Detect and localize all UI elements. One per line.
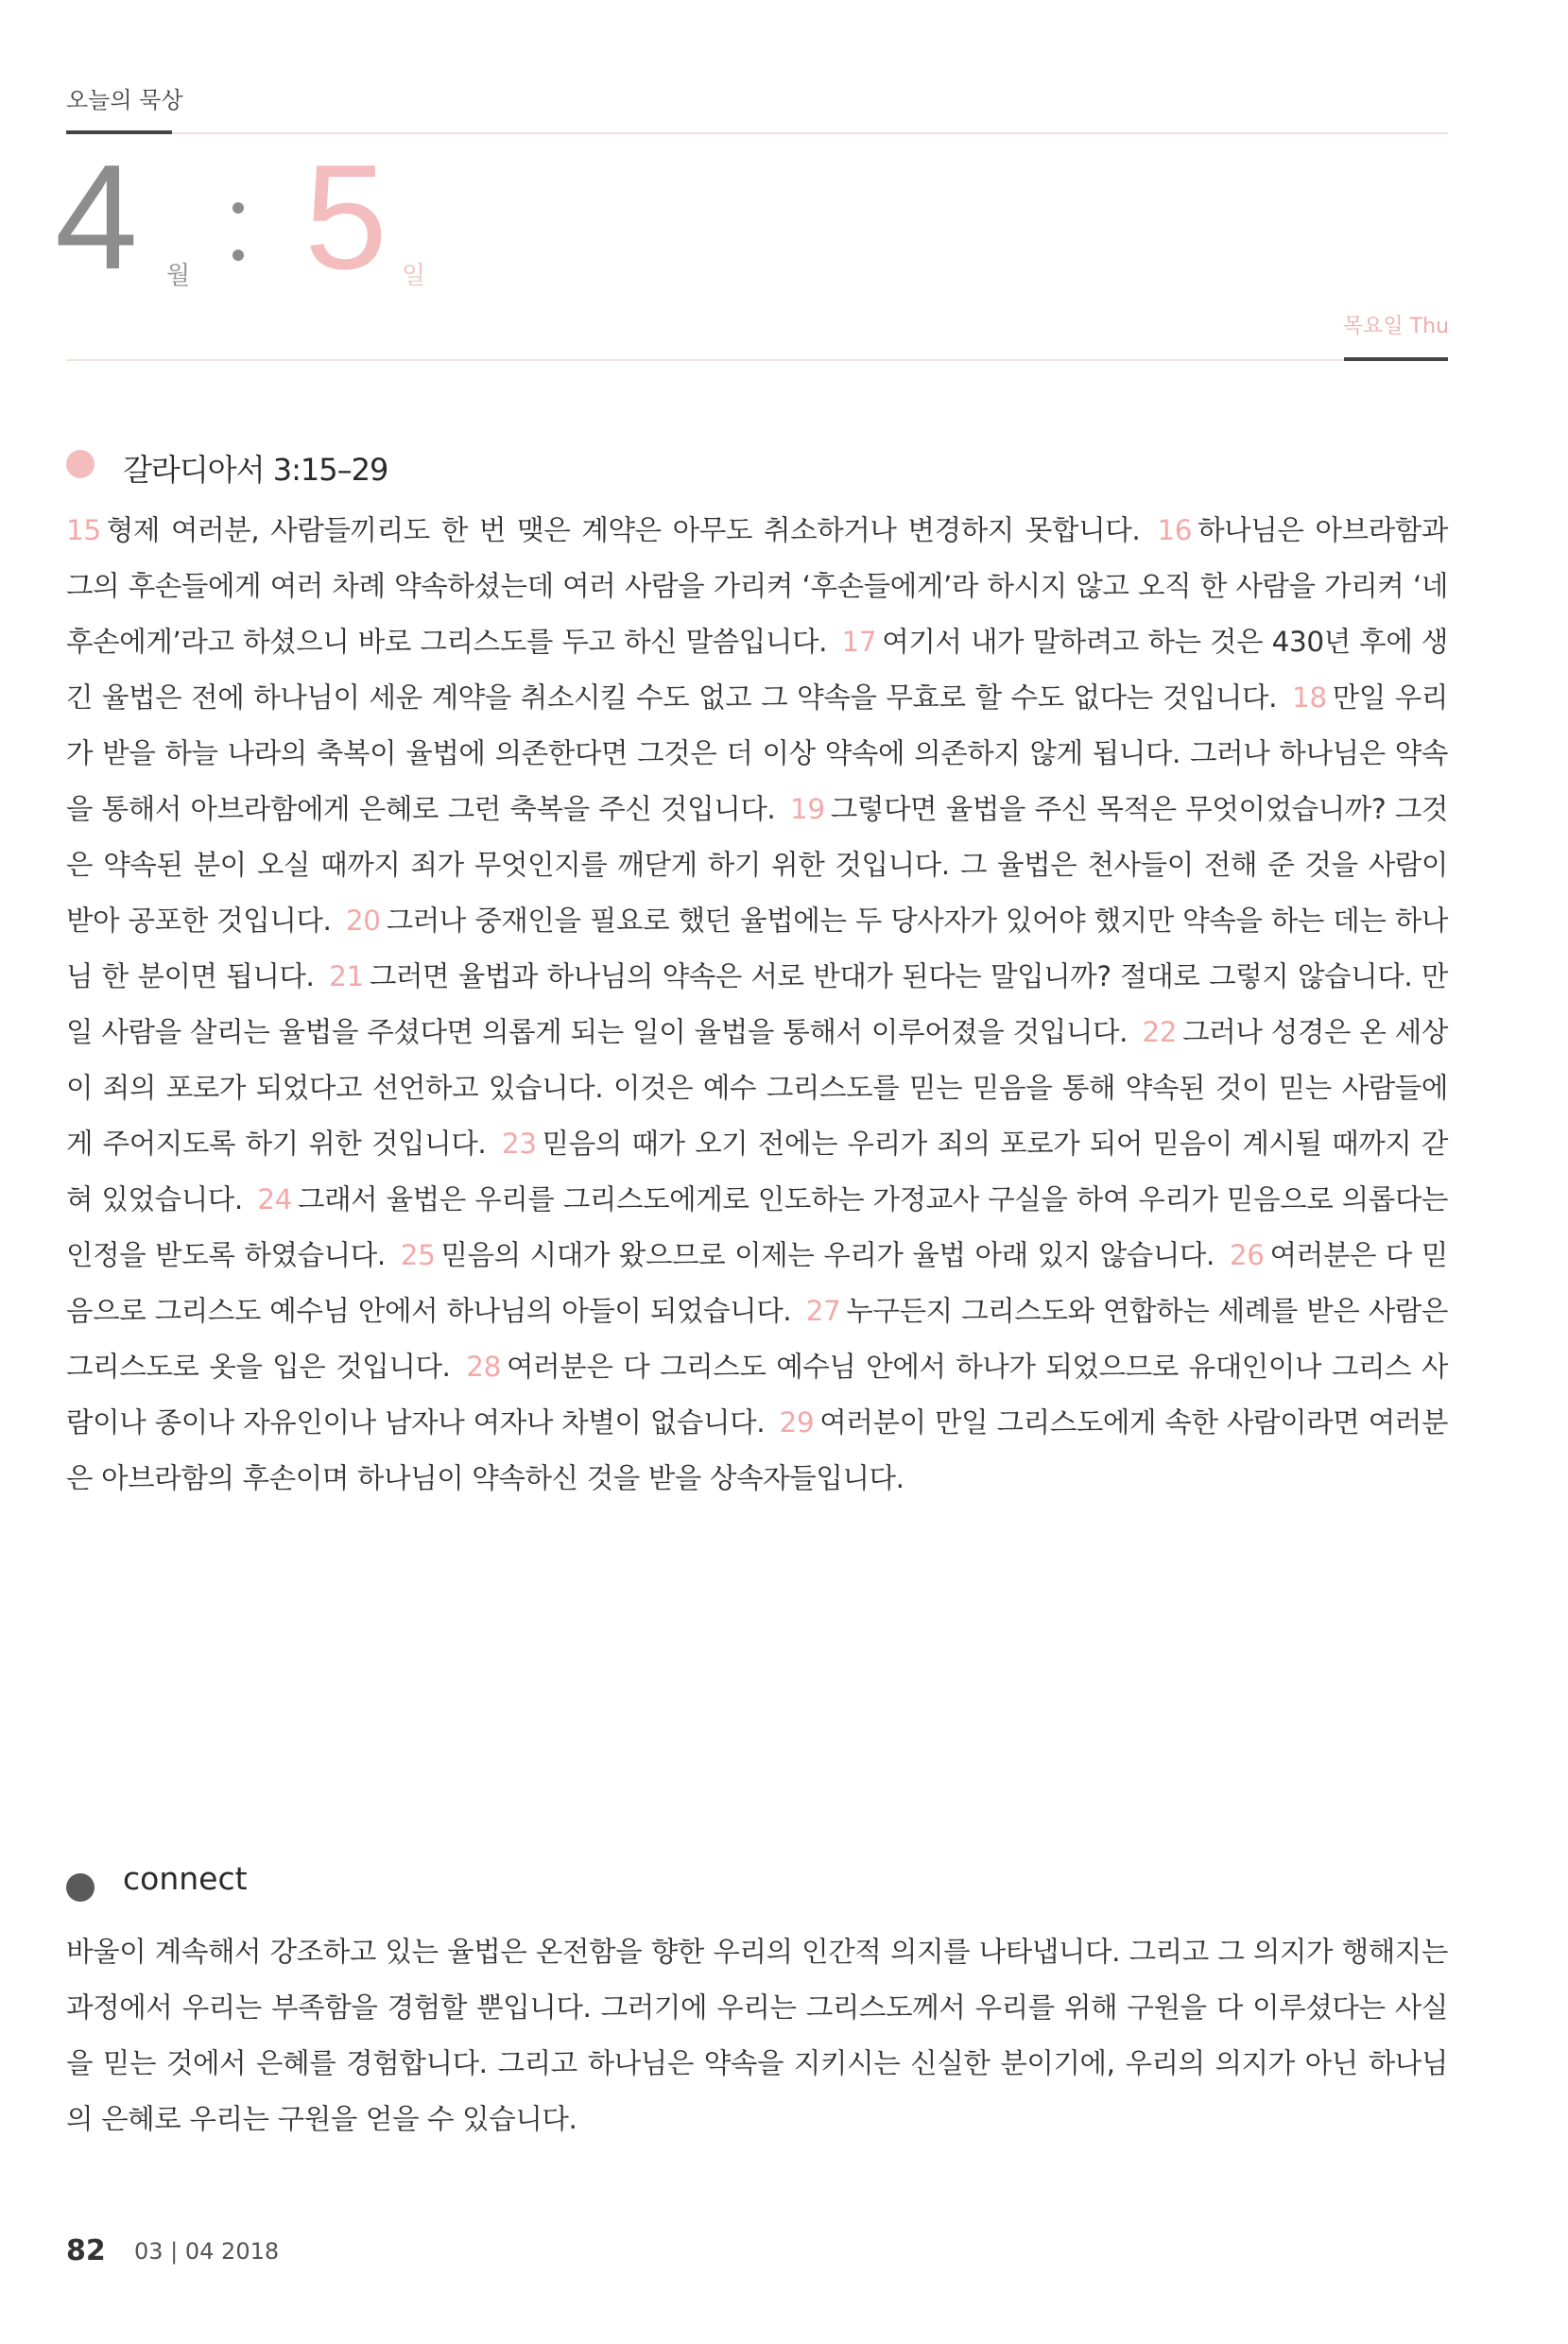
verse-number: 20	[345, 905, 381, 937]
month-unit: 월	[166, 262, 191, 290]
weekday-label: 목요일 Thu	[1342, 315, 1449, 338]
verse-number: 26	[1229, 1239, 1265, 1271]
scripture-body	[66, 503, 1448, 1507]
date-colon	[233, 202, 244, 265]
verse-text: 누구든지 그리스도와 연합하는 세례를 받은 사람은 그리스도로 옷을 입은 것입니다.	[66, 1295, 1448, 1383]
verse-text: 믿음의 때가 오기 전에는 우리가 죄의 포로가 되어 믿음이 계시될 때까지 갇혀 있었습니다.	[66, 1128, 1448, 1215]
scripture-bullet-icon	[66, 450, 95, 478]
verse-text: 여러분은 다 그리스도 예수님 안에서 하나가 되었으므로 유대인이나 그리스 사람이나 종이나 자유인이나 남자나 여자나 차별이 없습니다.	[66, 1351, 1448, 1439]
connect-bullet-icon	[66, 1873, 95, 1902]
verse-number: 22	[1142, 1016, 1178, 1048]
verse-text: 여러분은 다 믿음으로 그리스도 예수님 안에서 하나님의 아들이 되었습니다.	[66, 1239, 1449, 1327]
page-number: 82	[66, 2234, 106, 2267]
verse-number: 21	[329, 960, 364, 992]
verse-number: 24	[257, 1183, 292, 1215]
verse-number: 17	[841, 626, 877, 658]
verse-number: 28	[466, 1351, 502, 1383]
weekday-underline	[1344, 357, 1448, 361]
verse-text: 그래서 율법은 우리를 그리스도에게로 인도하는 가정교사 구실을 하여 우리가 믿음으로 의롭다는 인정을 받도록 하였습니다.	[66, 1183, 1449, 1271]
issue-date: 03 | 04 2018	[134, 2238, 280, 2265]
verse-text: 그러나 성경은 온 세상이 죄의 포로가 되었다고 선언하고 있습니다. 이것은 예수 그리스도를 믿는 믿음을 통해 약속된 것이 믿는 사람들에게 주어지도록 하기 위한 것입니다.	[66, 1016, 1448, 1160]
day-unit: 일	[402, 262, 426, 290]
month-number: 4	[55, 134, 138, 301]
connect-body: 바울이 계속해서 강조하고 있는 율법은 온전함을 향한 우리의 인간적 의지를 나타냅니다. 그리고 그 의지가 행해지는 과정에서 우리는 부족함을 경험할 뿐입니다. 그러기에 우리는 그리스도께서 우리를 위해 구원을 다 이루셨다는 사실을 믿는 것에서 은혜를 경험합니다. 그리고 하나님은 약속을 지키시는 신실한 분이기에, 우리의 의지가 아닌 하나님의 은혜로 우리는 구원을 얻을 수 있습니다.	[66, 1936, 1448, 2135]
verse-text: 그러나 중재인을 필요로 했던 율법에는 두 당사자가 있어야 했지만 약속을 하는 데는 하나님 한 분이면 됩니다.	[66, 905, 1449, 992]
day-number: 5	[304, 134, 388, 301]
verse-number: 25	[400, 1239, 436, 1271]
verse-number: 23	[501, 1128, 537, 1160]
date-divider	[66, 359, 1344, 361]
verse-text: 그러면 율법과 하나님의 약속은 서로 반대가 된다는 말입니까? 절대로 그렇지 않습니다. 만일 사람을 살리는 율법을 주셨다면 의롭게 되는 일이 율법을 통해서 이루어졌을 것입니다.	[66, 960, 1449, 1048]
verse-text: 여기서 내가 말하려고 하는 것은 430년 후에 생긴 율법은 전에 하나님이 세운 계약을 취소시킬 수도 없고 그 약속을 무효로 할 수도 없다는 것입니다.	[66, 626, 1448, 714]
section-label: 오늘의 묵상	[66, 87, 183, 113]
verse-number: 29	[779, 1406, 815, 1439]
verse-number: 19	[790, 793, 825, 825]
verse-number: 15	[66, 514, 101, 546]
verse-number: 18	[1291, 681, 1327, 714]
verse-text: 하나님은 아브라함과 그의 후손들에게 여러 차례 약속하셨는데 여러 사람을 가리켜 ‘후손들에게’라 하시지 않고 오직 한 사람을 가리켜 ‘네 후손에게’라고 하셨으니 바로 그리스도를 두고 하신 말씀입니다.	[66, 514, 1448, 658]
verse-text: 만일 우리가 받을 하늘 나라의 축복이 율법에 의존한다면 그것은 더 이상 약속에 의존하지 않게 됩니다. 그러나 하나님은 약속을 통해서 아브라함에게 은혜로 그런 축복을 주신 것입니다.	[66, 681, 1449, 825]
verse-text: 형제 여러분, 사람들끼리도 한 번 맺은 계약은 아무도 취소하거나 변경하지 못합니다.	[106, 514, 1141, 546]
verse-text: 여러분이 만일 그리스도에게 속한 사람이라면 여러분은 아브라함의 후손이며 하나님이 약속하신 것을 받을 상속자들입니다.	[66, 1406, 1448, 1494]
verse-text: 믿음의 시대가 왔으므로 이제는 우리가 율법 아래 있지 않습니다.	[440, 1239, 1215, 1271]
connect-heading: connect	[123, 1860, 248, 1897]
verse-text: 그렇다면 율법을 주신 목적은 무엇이었습니까? 그것은 약속된 분이 오실 때까지 죄가 무엇인지를 깨닫게 하기 위한 것입니다. 그 율법은 천사들이 전해 준 것을 사람이 받아 공포한 것입니다.	[66, 793, 1448, 937]
verse-number: 27	[805, 1295, 841, 1327]
verse-number: 16	[1157, 514, 1193, 546]
scripture-reference: 갈라디아서 3:15–29	[123, 452, 388, 488]
